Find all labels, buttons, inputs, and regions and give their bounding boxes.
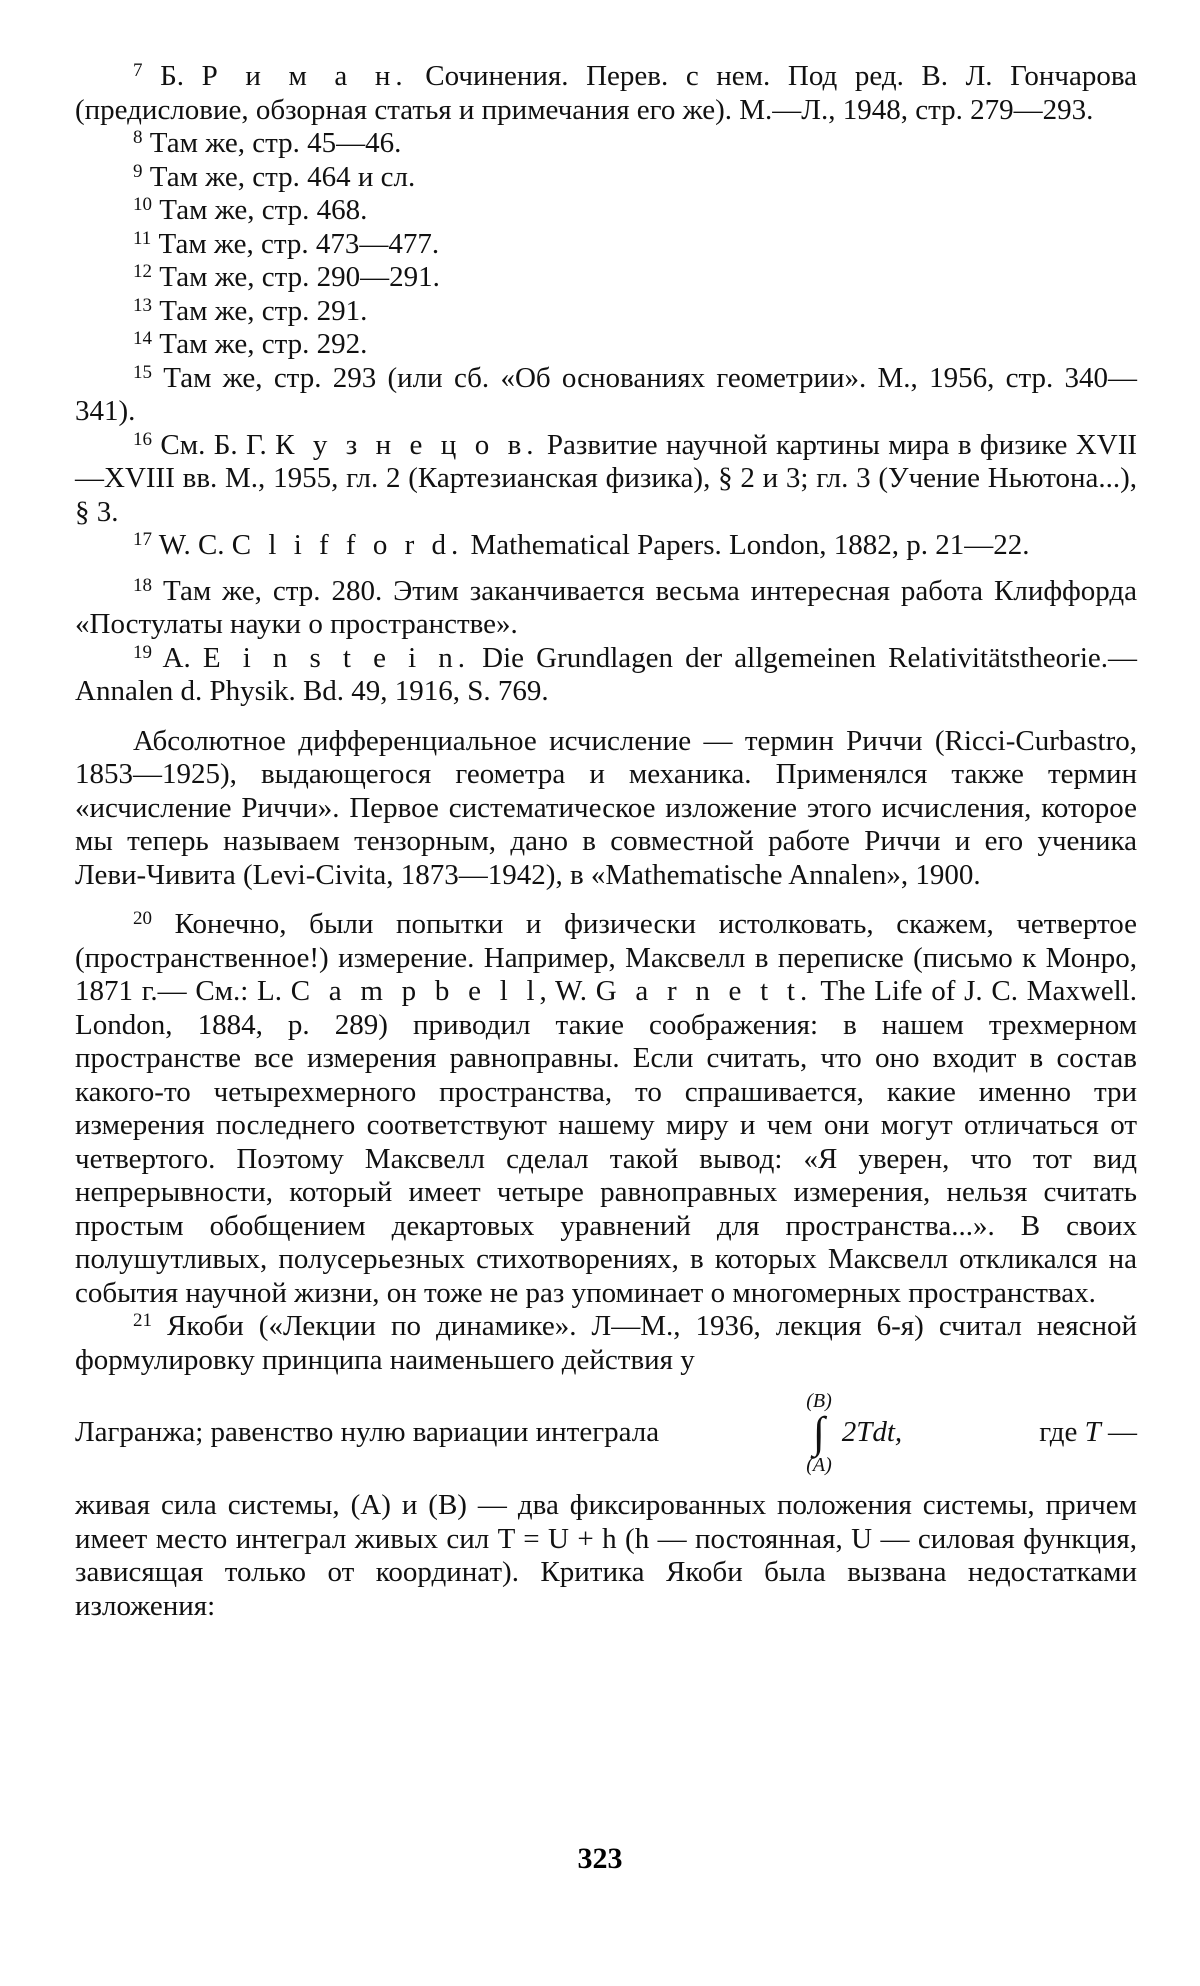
- footnote-text: Mathematical Papers. London, 1882, p. 21—22.: [463, 529, 1030, 561]
- footnote-text: Там же, стр. 291.: [159, 294, 368, 327]
- footnote-21-continued: живая сила системы, (A) и (B) — два фиксированных положения системы, причем имеет место интеграл живых сил T = U + h (h — постоянная, U — силовая функция, зависящая только от координат). Критика Якоби была вызвана недостатками изложения:: [75, 1489, 1137, 1622]
- footnote-8: [75, 127, 1137, 161]
- integrand: 2Tdt,: [841, 1416, 903, 1449]
- footnote-text: Там же, стр. 293 (или сб. «Об основаниях геометрии». М., 1956, стр. 340—341).: [75, 361, 1138, 427]
- paragraph-tensor-calculus: Абсолютное дифференциальное исчисление — термин Риччи (Ricci-Curbastro, 1853—1925), выдающегося геометра и механика. Применялся также термин «исчисление Риччи». Первое систематическое изложение этого исчисления, которое мы теперь называем тензорным, дано в совместной работе Риччи и его ученика Леви-Чивита (Levi-Civita, 1873—1942), в «Mathematische Annalen», 1900.: [75, 724, 1137, 891]
- author-name: G a r n e t t.: [595, 975, 813, 1007]
- footnote-text: Сочинения. Перев. с нем. Под ред. В. Л. Гончарова (предисловие, обзорная статья и примечания его же). М.—Л., 1948, стр. 279—293.: [75, 60, 1138, 126]
- footnote-number: 8: [133, 127, 143, 148]
- footnote-14: [75, 328, 1137, 362]
- footnote-number: 18: [133, 574, 152, 596]
- integral-symbol: [806, 1391, 832, 1475]
- footnote-text: Там же, стр. 464 и сл.: [149, 160, 416, 193]
- footnote-number: 11: [133, 227, 152, 249]
- footnote-12: [75, 261, 1137, 295]
- author-name: Р и м а н.: [201, 60, 408, 92]
- footnote-text: Там же, стр. 292.: [159, 328, 368, 360]
- footnote-text: Развитие научной картины мира в физике XVII—XVIII вв. М., 1955, гл. 2 (Картезианская физика), § 2 и 3; гл. 3 (Учение Ньютона...), § 3.: [75, 428, 1138, 528]
- footnote-number: 19: [133, 641, 152, 663]
- footnote-text: Там же, стр. 280. Этим заканчивается весьма интересная работа Клиффорда «Постулаты науки о пространстве».: [75, 574, 1137, 640]
- footnote-15: [75, 362, 1137, 429]
- footnote-text: Там же, стр. 468.: [159, 194, 368, 226]
- footnote-text: The Life of J. C. Maxwell. London, 1884, p. 289) приводил такие соображения: в нашем трехмерном пространстве все измерения равноправны. Если считать, что оно входит в состав какого-то четырехмерного пространства, то спрашивается, какие именно три измерения последнего соответствуют нашему миру и чем они могут отличаться от четвертого. Поэтому Максвелл сделал такой вывод: «Я уверен, что тот вид непрерывности, который имеет четыре равноправных измерения, нельзя считать простым обобщением декартовых уравнений для пространства...». В своих полушутливых, полусерьезных стихотворениях, в которых Максвелл откликался на события научной жизни, он тоже не раз упоминает о многомерных пространствах.: [75, 975, 1138, 1309]
- formula-text: где: [1039, 1416, 1085, 1449]
- footnote-17: [75, 529, 1137, 563]
- footnote-19: [75, 642, 1137, 709]
- footnote-number: 13: [133, 294, 152, 316]
- footnote-text: Там же, стр. 45—46.: [149, 127, 402, 159]
- author-name: C l i f f o r d.: [231, 529, 464, 561]
- footnote-number: 10: [133, 194, 152, 215]
- author-name: C a m p b e l l: [290, 975, 540, 1007]
- footnote-11: [75, 228, 1137, 262]
- footnote-list: [75, 60, 1137, 709]
- footnote-text: W. C.: [158, 529, 232, 561]
- lower-limit: (A): [806, 1454, 832, 1476]
- author-name: E i n s t e i n.: [202, 641, 471, 674]
- formula-text: —: [1100, 1416, 1137, 1449]
- formula-lead-text: Лагранжа; равенство нулю вариации интеграла: [75, 1416, 660, 1449]
- footnote-number: 15: [133, 361, 152, 383]
- footnote-text: См. Б. Г.: [160, 428, 276, 461]
- footnote-number: 12: [133, 261, 152, 282]
- footnote-text: Там же, стр. 473—477.: [158, 227, 440, 260]
- footnote-text: Конечно, были попытки и физически истолковать, скажем, четвертое (пространственное!) измерение. Например, Максвелл в переписке (письмо к Монро, 1871 г.— См.: L.: [75, 908, 1138, 1007]
- footnote-text: Die Grundlagen der allgemeinen Relativitätstheorie.— Annalen d. Physik. Bd. 49, 1916, S. 769.: [75, 641, 1137, 707]
- footnote-number: 16: [133, 428, 152, 450]
- footnote-13: [75, 295, 1137, 329]
- footnote-9: [75, 161, 1137, 195]
- footnote-21: [75, 1310, 1137, 1377]
- footnote-text: Там же, стр. 290—291.: [159, 261, 440, 293]
- page-number: 323: [577, 1842, 623, 1875]
- integral-sign: ∫: [812, 1408, 825, 1457]
- footnote-20: [75, 908, 1137, 1310]
- formula-trailing-text: [1039, 1416, 1137, 1450]
- footnote-16: [75, 429, 1137, 530]
- footnote-number: 21: [133, 1310, 152, 1331]
- footnote-7: [75, 60, 1137, 127]
- footnote-number: 9: [133, 160, 143, 182]
- footnote-18: [75, 575, 1137, 642]
- integral-expression: [796, 1391, 902, 1475]
- footnote-number: 20: [133, 908, 152, 929]
- footnote-number: 7: [133, 60, 143, 81]
- upper-limit: (B): [806, 1390, 832, 1412]
- footnote-10: [75, 194, 1137, 228]
- integral-formula-line: [75, 1377, 1137, 1489]
- footnote-number: 14: [133, 328, 152, 349]
- footnotes-page: [75, 60, 1137, 1623]
- footnote-text: , W.: [539, 975, 596, 1007]
- footnote-number: 17: [133, 529, 152, 550]
- variable-T: T: [1084, 1416, 1101, 1449]
- author-name: К у з н е ц о в.: [275, 428, 539, 461]
- footnote-text: Якоби («Лекции по динамике». Л—М., 1936, лекция 6-я) считал неясной формулировку принципа наименьшего действия у: [75, 1310, 1137, 1376]
- footnote-text: A.: [162, 641, 203, 674]
- footnote-text: Б.: [160, 60, 202, 92]
